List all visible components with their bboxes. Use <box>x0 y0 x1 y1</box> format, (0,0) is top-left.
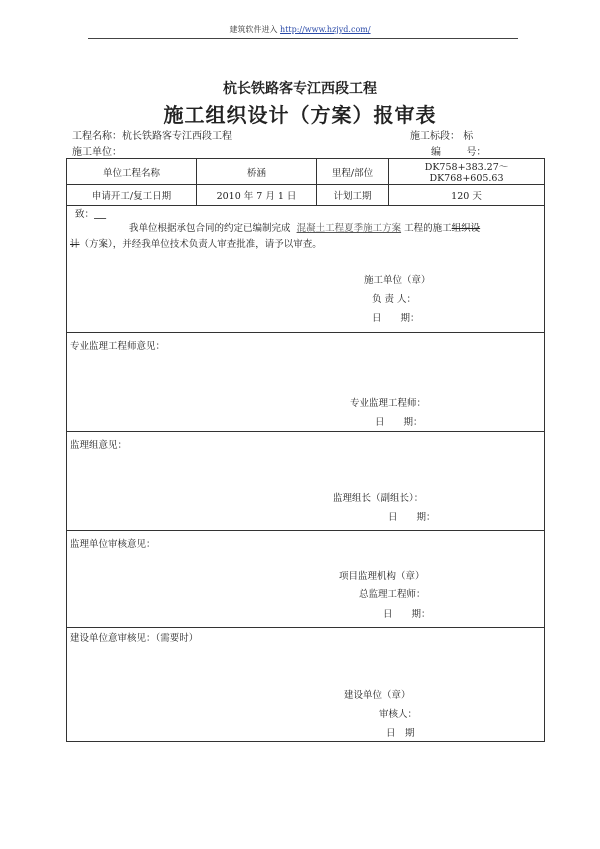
engineer-opinion-section <box>66 332 545 432</box>
project-name-row <box>72 127 232 142</box>
addressee-row: 致： <box>75 206 106 220</box>
addressee-label: 致 <box>75 209 85 220</box>
info-cell: DK758+383.27～DK768+605.63 <box>389 159 545 185</box>
submission-section <box>66 198 545 333</box>
project-name-value: 杭长铁路客专江西段工程 <box>122 131 232 142</box>
statement-line-2 <box>70 236 322 250</box>
header-divider <box>88 38 518 39</box>
section-label: 施工标段： <box>410 131 460 142</box>
statement-text: （方案），并经我单位技术负责人审查批准，请予以审查。 <box>79 239 322 250</box>
addressee-blank[interactable] <box>94 209 106 220</box>
engineer-signer-label: 专业监理工程师： <box>350 398 427 409</box>
supervision-unit-heading: 监理单位审核意见： <box>70 539 156 550</box>
form-title: 施工组织设计（方案）报审表 <box>163 103 437 127</box>
supervision-seal: 项目监理机构（章） <box>339 571 425 582</box>
engineer-date-label: 日 期： <box>375 417 423 428</box>
info-row-1 <box>67 159 545 185</box>
supervision-group-heading: 监理组意见： <box>70 440 128 451</box>
info-cell: 计划工期 <box>317 185 389 206</box>
info-cell: 申请开工/复工日期 <box>67 185 197 206</box>
header-link[interactable]: http://www.hzjyd.com/ <box>280 25 371 34</box>
owner-seal: 建设单位（章） <box>344 690 411 701</box>
statement-text: 工程的施工 <box>404 223 452 234</box>
section-value: 标 <box>463 131 474 142</box>
project-name-label: 工程名称： <box>72 131 122 142</box>
group-date-label: 日 期： <box>388 512 436 523</box>
statement-line-1 <box>129 220 480 234</box>
group-leader-label: 监理组长（副组长）： <box>333 493 424 504</box>
info-cell: 里程/部位 <box>317 159 389 185</box>
strikethrough-text: 组织设 <box>451 223 481 234</box>
contractor-seal: 施工单位（章） <box>364 275 431 286</box>
supervision-unit-section <box>66 530 545 628</box>
header-text: 建筑软件进入 <box>229 25 278 34</box>
responsible-person-label: 负 责 人： <box>372 294 417 305</box>
engineer-opinion-heading: 专业监理工程师意见： <box>70 341 166 352</box>
submission-date-label: 日 期： <box>372 313 420 324</box>
plan-name-field[interactable]: 混凝土工程夏季施工方案 <box>296 223 402 234</box>
owner-review-section <box>66 627 545 742</box>
number-row <box>431 143 486 158</box>
info-cell: 120 天 <box>389 185 545 206</box>
info-cell: 桥涵 <box>197 159 317 185</box>
owner-review-heading: 建设单位意审核见：（需要时） <box>70 633 199 644</box>
statement-text: 我单位根据承包合同的约定已编制完成 <box>129 223 291 234</box>
reviewer-label: 审核人： <box>379 709 418 720</box>
page-header <box>0 24 600 35</box>
chief-engineer-label: 总监理工程师： <box>359 589 426 600</box>
strikethrough-text: 计 <box>70 239 80 250</box>
section-row <box>410 127 473 142</box>
owner-date-label: 日 期 <box>386 728 415 739</box>
unit-label: 施工单位： <box>72 147 122 158</box>
project-title: 杭长铁路客专江西段工程 <box>223 81 377 97</box>
number-label-2: 号： <box>466 147 487 158</box>
supervision-date-label: 日 期： <box>383 609 431 620</box>
supervision-group-section <box>66 431 545 531</box>
number-label: 编 <box>431 147 441 158</box>
info-cell: 单位工程名称 <box>67 159 197 185</box>
info-cell: 2010 年 7 月 1 日 <box>197 185 317 206</box>
